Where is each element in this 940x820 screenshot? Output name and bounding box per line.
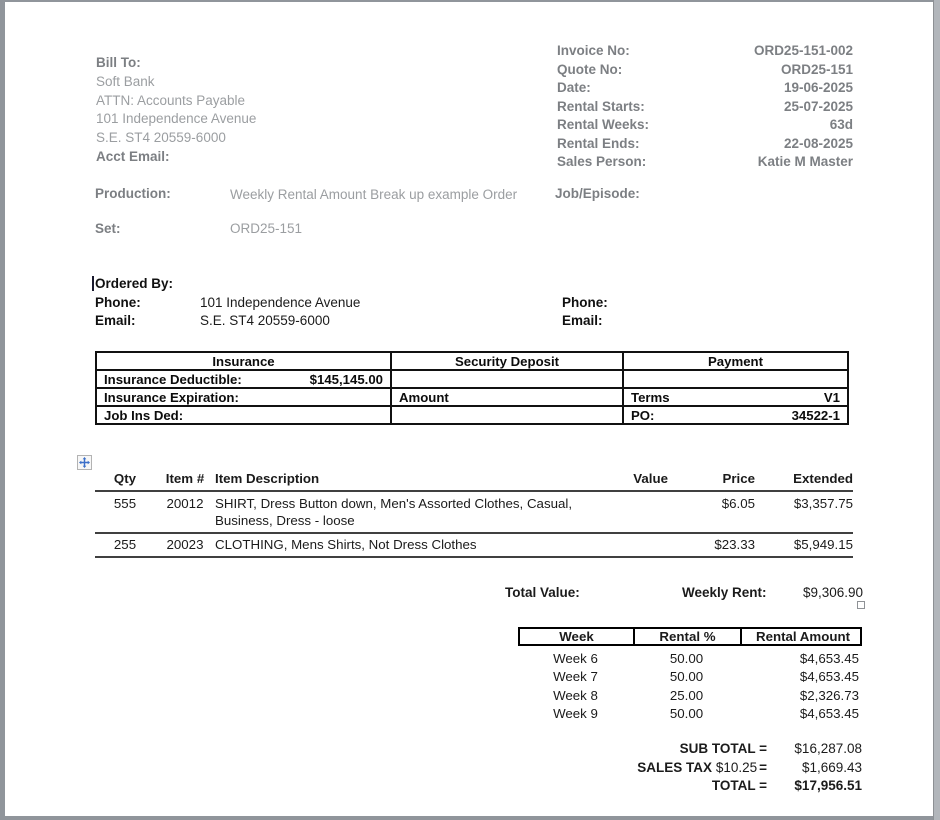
insurance-deductible-label: Insurance Deductible: [104,371,242,387]
text-cursor [92,276,94,291]
week-table [518,627,862,724]
security-deposit-empty-cell [391,370,623,388]
total-value: $17,956.51 [794,778,862,794]
week-row-4 [518,705,862,723]
job-episode-label: Job/Episode: [555,186,640,201]
rental-amount-header: Rental Amount [755,629,851,644]
bill-to-address-line2: S.E. ST4 20559-6000 [96,130,226,146]
value-header: Value [633,471,668,486]
terms-row-2 [96,388,848,406]
set-value: ORD25-151 [230,221,303,236]
rental-amount: $4,653.45 [799,669,859,685]
item-extended: $3,357.75 [793,495,853,511]
item-description: SHIRT, Dress Button down, Men's Assorted Clothes, Casual, Business, Dress - loose [215,495,573,528]
item-description: CLOTHING, Mens Shirts, Not Dress Clothes [215,537,477,552]
rental-ends-label: Rental Ends: [557,135,640,151]
rental-amount: $2,326.73 [799,687,859,703]
sales-tax-equals: = [759,759,767,775]
item-value [610,495,668,530]
total-value-row [0,585,940,603]
week-row-2 [518,668,862,686]
invoice-meta-section [557,42,853,172]
rental-weeks-row [557,116,853,135]
week-name: Week 8 [553,687,598,703]
week-header: Week [520,629,635,644]
items-table [95,471,853,558]
payment-empty-cell [623,370,848,388]
week-row-1 [518,650,862,668]
item-number: 20012 [166,495,204,511]
quote-no-row [557,61,853,80]
table-move-handle[interactable] [77,455,92,470]
items-header-row [95,471,853,492]
rental-pct-header: Rental % [635,629,742,644]
week-row-3 [518,687,862,705]
sales-tax-label: SALES TAX [637,759,713,775]
invoice-no-value: ORD25-151-002 [753,43,853,58]
bill-to-attn: ATTN: Accounts Payable [96,92,246,108]
sales-tax-value: $1,669.43 [801,759,862,775]
terms-row-1 [96,370,848,388]
weekly-rent-label: Weekly Rent: [682,585,767,600]
item-number: 20023 [166,537,204,552]
terms-label: Terms [631,389,670,405]
rental-weeks-value: 63d [829,117,853,132]
bill-to-label: Bill To: [96,55,141,70]
phone-value: 101 Independence Avenue [200,294,361,310]
sales-person-row [557,153,853,172]
rental-pct: 50.00 [669,651,704,666]
item-qty: 255 [113,537,137,552]
weekly-rent-value: $9,306.90 [802,585,863,600]
week-name: Week 9 [553,706,598,722]
terms-value: V1 [823,389,840,405]
item-row-2 [95,534,853,558]
sales-tax-rate: $10.25 [715,759,758,775]
total-row [400,777,862,796]
week-table-body [518,650,862,724]
bill-to-section [96,54,256,167]
rental-starts-label: Rental Starts: [557,98,645,114]
item-row-1 [95,492,853,534]
sub-total-row [400,740,862,759]
set-label: Set: [95,221,121,236]
total-label: TOTAL = [711,778,767,794]
qty-header: Qty [113,471,137,486]
rental-weeks-label: Rental Weeks: [557,117,650,132]
phone-label: Phone: [95,294,141,310]
production-value: Weekly Rental Amount Break up example Order [230,187,518,202]
ordered-by-section [95,276,855,334]
date-label: Date: [557,80,591,95]
sub-total-value: $16,287.08 [794,741,862,756]
week-header-row [518,627,862,646]
item-extended: $5,949.15 [793,537,853,552]
item-number-header: Item # [165,471,205,486]
date-value: 19-06-2025 [783,80,853,95]
production-label: Production: [95,186,171,201]
rental-pct: 25.00 [669,687,704,703]
email-row [95,313,855,331]
item-price: $6.05 [721,495,755,511]
sales-person-value: Katie M Master [757,154,853,169]
item-value [610,536,668,554]
quote-no-value: ORD25-151 [780,61,853,77]
extended-header: Extended [793,471,853,486]
sales-tax-row [400,759,862,778]
summary-section [400,740,862,796]
rental-pct: 50.00 [669,706,704,722]
scrollbar-track-right[interactable] [933,0,940,820]
item-description-header: Item Description [215,471,320,486]
rental-ends-value: 22-08-2025 [783,135,853,151]
rental-amount: $4,653.45 [799,706,859,722]
bill-to-company: Soft Bank [96,73,155,89]
ordered-by-row [95,276,855,294]
terms-row-3 [96,406,848,424]
item-qty: 555 [113,495,137,511]
rental-pct: 50.00 [669,669,704,685]
price-header: Price [722,471,755,486]
invoice-no-row [557,42,853,61]
sub-total-label: SUB TOTAL = [679,741,767,756]
phone-label-right: Phone: [562,294,608,310]
insurance-deductible-value: $145,145.00 [309,371,383,387]
invoice-no-label: Invoice No: [557,43,630,58]
rental-starts-value: 25-07-2025 [783,98,853,114]
terms-table [95,351,849,425]
amount-label: Amount [399,389,449,405]
window-edge-left [0,0,5,820]
window-edge-bottom [0,816,940,820]
date-row [557,79,853,98]
week-name: Week 7 [553,669,598,685]
window-edge-top [0,0,940,2]
bill-to-address-line1: 101 Independence Avenue [96,111,257,127]
insurance-expiration-label: Insurance Expiration: [104,389,239,405]
total-value-label: Total Value: [505,585,580,600]
week-name: Week 6 [553,651,598,666]
rental-ends-row [557,135,853,154]
terms-header-row [96,352,848,370]
po-label: PO: [631,407,655,423]
table-resize-handle[interactable] [857,601,865,609]
phone-row [95,295,855,313]
table-move-icon [79,457,90,468]
payment-header: Payment [623,352,848,370]
email-label: Email: [95,313,136,328]
acct-email-label: Acct Email: [96,148,170,164]
item-price: $23.33 [714,537,755,552]
production-section [95,186,855,256]
rental-amount: $4,653.45 [799,651,859,666]
insurance-header: Insurance [96,352,391,370]
quote-no-label: Quote No: [557,61,623,77]
email-value: S.E. ST4 20559-6000 [200,313,330,328]
security-deposit-header: Security Deposit [391,352,623,370]
rental-starts-row [557,98,853,117]
job-ins-ded-label: Job Ins Ded: [104,407,184,423]
po-value: 34522-1 [791,407,840,423]
ordered-by-label: Ordered By: [95,276,173,291]
sales-person-label: Sales Person: [557,154,647,169]
email-label-right: Email: [562,313,603,328]
